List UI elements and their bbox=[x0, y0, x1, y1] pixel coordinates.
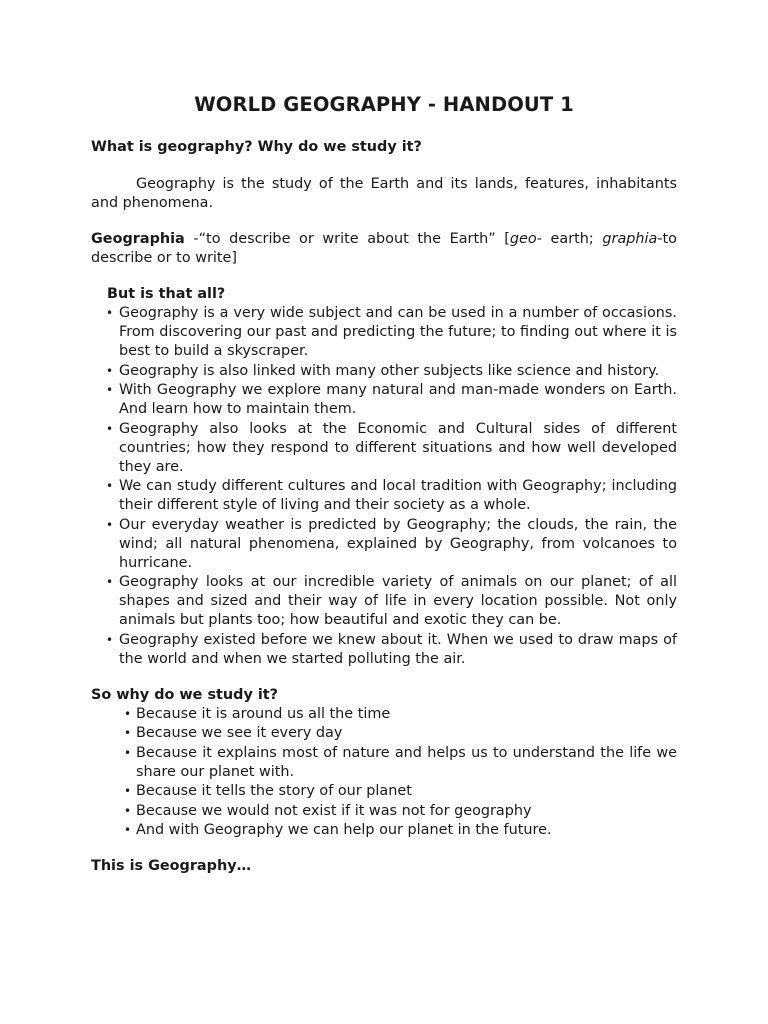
bullet-icon: • bbox=[106, 479, 114, 493]
list-item bbox=[91, 782, 677, 801]
definition-graphia: graphia bbox=[602, 231, 658, 247]
bullet-icon: • bbox=[106, 306, 114, 320]
list-item-text: Geography also looks at the Economic and Cultural sides of different countries; how they respond to different situations and how well developed they are. bbox=[119, 420, 677, 475]
list-item-text: We can study different cultures and local tradition with Geography; including their different style of living and their society as a whole. bbox=[119, 478, 677, 513]
why-heading: So why do we study it? bbox=[91, 686, 278, 703]
definition-geo: geo- bbox=[509, 231, 542, 247]
document-title: WORLD GEOGRAPHY - HANDOUT 1 bbox=[194, 93, 574, 116]
definition-term: Geographia bbox=[91, 231, 185, 247]
subject-bullet-list bbox=[91, 304, 677, 669]
bullet-icon: • bbox=[106, 632, 114, 647]
list-item-text: Geography is also linked with many other subjects like science and history. bbox=[119, 362, 660, 379]
definition-text-mid: earth; bbox=[541, 231, 603, 247]
list-item-text: Because it tells the story of our planet bbox=[136, 783, 412, 799]
bullet-icon: • bbox=[124, 706, 132, 721]
list-item bbox=[91, 724, 677, 743]
list-item-text: Geography is a very wide subject and can be used in a number of occasions. From discovering our past and predicting the future; to finding out where it is best to build a skyscraper. bbox=[119, 305, 677, 359]
but-heading: But is that all? bbox=[107, 286, 226, 302]
intro-paragraph: Geography is the study of the Earth and its lands, features, inhabitants and phenomena. bbox=[91, 176, 677, 211]
list-item bbox=[91, 802, 677, 821]
list-item-text: Geography looks at our incredible variety of animals on our planet; of all shapes and sized and their way of life in every location possible. Not only animals but plants too; how beautiful and exotic they can be. bbox=[119, 574, 677, 628]
bullet-icon: • bbox=[124, 784, 132, 798]
definition-paragraph bbox=[91, 230, 677, 268]
definition-text-end: -to describe or to write] bbox=[91, 231, 677, 266]
list-item-text: Because it explains most of nature and helps us to understand the life we share our planet with. bbox=[136, 744, 677, 780]
list-item bbox=[91, 362, 677, 381]
bullet-icon: • bbox=[106, 517, 114, 532]
list-item-text: Because we see it every day bbox=[136, 725, 343, 741]
definition-text: -“to describe or write about the Earth” [ bbox=[184, 231, 510, 247]
list-item bbox=[91, 304, 677, 361]
list-item bbox=[91, 705, 677, 724]
bullet-icon: • bbox=[124, 803, 132, 818]
list-item-text: And with Geography we can help our planet in the future. bbox=[136, 822, 552, 838]
closing-heading: This is Geography… bbox=[91, 858, 251, 874]
list-item-text: Our everyday weather is predicted by Geography; the clouds, the rain, the wind; all natural phenomena, explained by Geography, from volcanoes to hurricane. bbox=[119, 516, 677, 571]
bullet-icon: • bbox=[124, 726, 132, 740]
list-item bbox=[91, 573, 677, 630]
list-item bbox=[91, 420, 677, 477]
bullet-icon: • bbox=[106, 363, 114, 378]
list-item bbox=[91, 516, 677, 573]
list-item-text: With Geography we explore many natural and man-made wonders on Earth. And learn how to maintain them. bbox=[119, 382, 677, 417]
bullet-icon: • bbox=[106, 421, 114, 436]
reasons-bullet-list bbox=[91, 705, 677, 841]
bullet-icon: • bbox=[124, 823, 132, 837]
bullet-icon: • bbox=[106, 575, 114, 589]
question-heading: What is geography? Why do we study it? bbox=[91, 139, 422, 155]
list-item bbox=[91, 477, 677, 515]
list-item bbox=[91, 744, 677, 782]
list-item bbox=[91, 631, 677, 669]
list-item-text: Because it is around us all the time bbox=[136, 705, 391, 722]
bullet-icon: • bbox=[124, 745, 132, 760]
list-item-text: Because we would not exist if it was not for geography bbox=[136, 802, 532, 819]
bullet-icon: • bbox=[106, 383, 114, 397]
list-item bbox=[91, 381, 677, 419]
list-item bbox=[91, 821, 677, 840]
list-item-text: Geography existed before we knew about it. When we used to draw maps of the world and when we started polluting the air. bbox=[119, 631, 677, 667]
